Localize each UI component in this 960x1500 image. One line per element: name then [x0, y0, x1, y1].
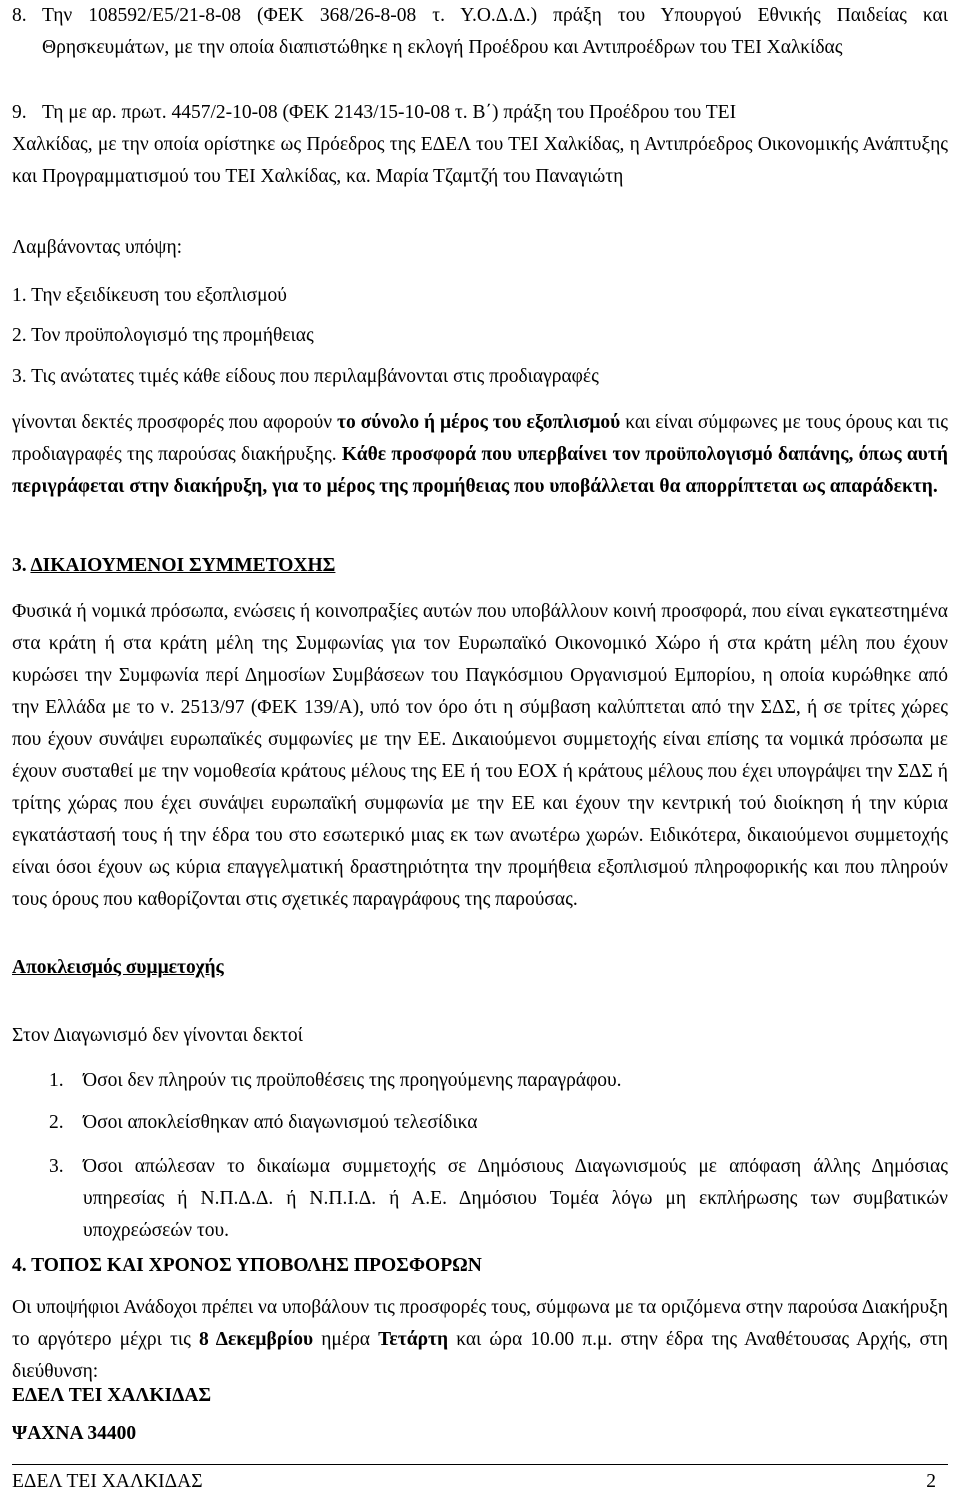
exclusion-item-3	[49, 1151, 948, 1247]
submission-text-start: Οι υποψήφιοι Ανάδοχοι πρέπει να υποβάλουν τις προσφορές τους, σύμφωνα με τα οριζόμενα στην παρούσα Διακήρυξη το αργότερο μέχρι τις	[12, 1297, 948, 1350]
exclusion-title: Αποκλεισμός συμμετοχής	[12, 957, 224, 978]
page-number: 2	[926, 1471, 936, 1492]
offers-text-start: γίνονται δεκτές προσφορές που αφορούν	[12, 412, 337, 433]
consider-item-3: 3. Τις ανώτατες τιμές κάθε είδους που περιλαμβάνονται στις προδιαγραφές	[12, 366, 599, 387]
exclusion-item-2	[49, 1107, 948, 1139]
exclusion-item-3-number: 3.	[49, 1156, 64, 1177]
item-8-number: 8.	[12, 5, 27, 26]
page-footer	[12, 1464, 948, 1495]
item-8-text: Την 108592/Ε5/21-8-08 (ΦΕΚ 368/26-8-08 τ. Υ.Ο.Δ.Δ.) πράξη του Υπουργού Εθνικής Παιδείας και Θρησκευμάτων, με την οποία διαπιστώθηκε η εκλογή Προέδρου και Αντιπροέδρων του ΤΕΙ Χαλκίδας	[42, 5, 948, 58]
consider-item-2: 2. Τον προϋπολογισμό της προμήθειας	[12, 325, 314, 346]
exclusion-intro: Στον Διαγωνισμό δεν γίνονται δεκτοί	[12, 1025, 303, 1046]
address-org: ΕΔΕΛ ΤΕΙ ΧΑΛΚΙΔΑΣ	[12, 1385, 212, 1406]
consider-item-1: 1. Την εξειδίκευση του εξοπλισμού	[12, 285, 287, 306]
exclusion-item-3-text: Όσοι απώλεσαν το δικαίωμα συμμετοχής σε Δημόσιους Διαγωνισμούς με απόφαση άλλης Δημόσιας υπηρεσίας ή Ν.Π.Δ.Δ. ή Ν.Π.Ι.Δ. ή Α.Ε. Δημόσιου Τομέα λόγω μη εκπλήρωσης των συμβατικών υποχρεώσεών του.	[83, 1156, 948, 1241]
exclusion-item-1-text: Όσοι δεν πληρούν τις προϋποθέσεις της προηγούμενης παραγράφου.	[83, 1070, 622, 1091]
exclusion-item-2-number: 2.	[49, 1112, 64, 1133]
offers-text-middle: και είναι σύμφωνες με τους όρους και τις προδιαγραφές της παρούσας διακήρυξης.	[12, 412, 949, 465]
exclusion-item-1-number: 1.	[49, 1070, 64, 1091]
offers-paragraph	[12, 407, 948, 503]
address-line-2	[12, 1418, 948, 1450]
section-4-heading	[12, 1250, 948, 1282]
item-9-continuation: Χαλκίδας, με την οποία ορίστηκε ως Πρόεδρος της ΕΔΕΛ του ΤΕΙ Χαλκίδας, η Αντιπρόεδρος Οικονομικής Ανάπτυξης και Προγραμματισμού του ΤΕΙ Χαλκίδας, κα. Μαρία Τζαμτζή του Παναγιώτη	[12, 134, 948, 187]
considering-heading: Λαμβάνοντας υπόψη:	[12, 237, 183, 258]
section-3-title: ΔΙΚΑΙΟΥΜΕΝΟΙ ΣΥΜΜΕΤΟΧΗΣ	[30, 555, 336, 576]
address-line-1	[12, 1380, 948, 1412]
section-4-title: 4. ΤΟΠΟΣ ΚΑΙ ΧΡΟΝΟΣ ΥΠΟΒΟΛΗΣ ΠΡΟΣΦΟΡΩΝ	[12, 1255, 482, 1276]
offers-bold-scope: το σύνολο ή μέρος του εξοπλισμού	[336, 412, 621, 433]
submission-date: 8 Δεκεμβρίου	[198, 1329, 314, 1350]
eligibility-paragraph: Φυσικά ή νομικά πρόσωπα, ενώσεις ή κοινοπραξίες αυτών που υποβάλλουν κοινή προσφορά, που είναι εγκατεστημένα στα κράτη ή στα κράτη μέλη της Συμφωνίας για τον Ευρωπαϊκό Οικονομικό Χώρο ή στα κράτη μέλη που έχουν κυρώσει την Συμφωνία περί Δημοσίων Συμβάσεων του Παγκόσμιου Οργανισμού Εμπορίου, η οποία κυρώθηκε από την Ελλάδα με το ν. 2513/97 (ΦΕΚ 139/Α), υπό τον όρο ότι η σύμβαση καλύπτεται από την ΣΔΣ, ή σε τρίτες χώρες που έχουν συνάψει ευρωπαϊκές συμφωνίες με την ΕΕ. Δικαιούμενοι συμμετοχής είναι επίσης τα νομικά πρόσωπα με έχουν συσταθεί με την νομοθεσία κράτους μέλους της ΕΕ ή του ΕΟΧ ή κράτους μέλους που έχει υπογράψει την ΣΔΣ ή τρίτης χώρας που έχει συνάψει ευρωπαϊκή συμφωνία με την ΕΕ και έχουν την κεντρική τού διοίκηση ή την κύρια εγκατάστασή τους ή την έδρα του στο εσωτερικό μιας εκ των ανωτέρω χωρών. Ειδικότερα, δικαιούμενοι συμμετοχής είναι όσοι έχουν ως κύρια επαγγελματική δραστηριότητα την προμήθεια εξοπλισμού πληροφορικής και που πληρούν τους όρους που καθορίζονται στις σχετικές παραγράφους της παρούσας.	[12, 601, 948, 910]
exclusion-item-1	[49, 1065, 948, 1097]
item-9	[12, 97, 948, 193]
submission-text-middle: ημέρα	[313, 1329, 379, 1350]
footer-org: ΕΔΕΛ ΤΕΙ ΧΑΛΚΙΔΑΣ	[12, 1471, 203, 1492]
exclusion-item-2-text: Όσοι αποκλείσθηκαν από διαγωνισμού τελεσίδικα	[83, 1112, 478, 1133]
submission-paragraph	[12, 1292, 948, 1388]
submission-day: Τετάρτη	[378, 1329, 449, 1350]
address-city: ΨΑΧΝΑ 34400	[12, 1423, 137, 1444]
section-3-heading	[12, 550, 948, 582]
exclusion-heading	[12, 952, 948, 984]
item-9-first-line: Τη με αρ. πρωτ. 4457/2-10-08 (ΦΕΚ 2143/15-10-08 τ. Β΄) πράξη του Προέδρου του ΤΕΙ	[42, 102, 737, 123]
section-3-number: 3.	[12, 555, 31, 576]
submission-text-end: και ώρα 10.00 π.μ. στην έδρα της Αναθέτουσας Αρχής, στη διεύθυνση:	[12, 1329, 948, 1382]
item-8	[12, 0, 948, 64]
offers-bold-rejection: Κάθε προσφορά που υπερβαίνει τον προϋπολογισμό δαπάνης, όπως αυτή περιγράφεται στην διακήρυξη, για το μέρος της προμήθειας που υποβάλλεται θα απορρίπτεται ως απαράδεκτη.	[12, 444, 948, 497]
item-9-number: 9.	[12, 102, 27, 123]
